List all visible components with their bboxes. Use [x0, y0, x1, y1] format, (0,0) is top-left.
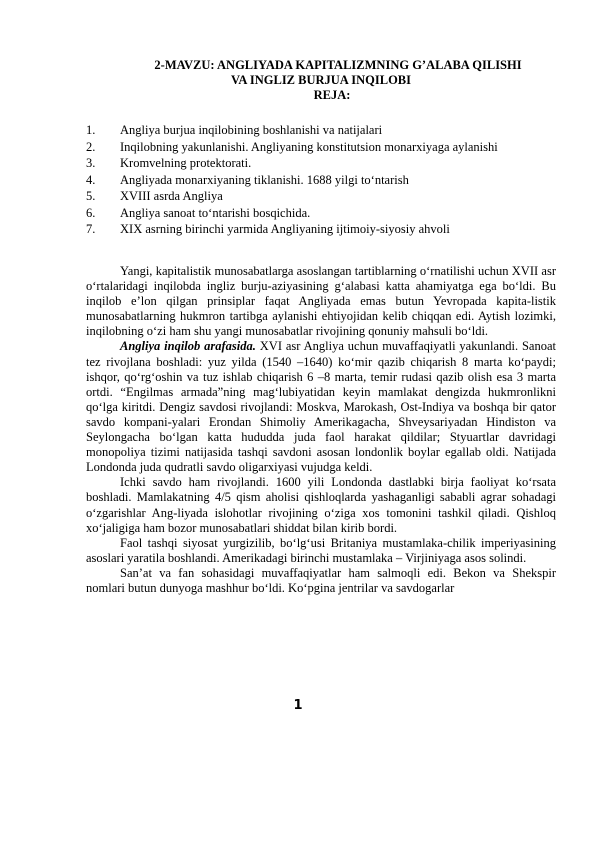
plan-item-number: 5.: [86, 189, 96, 203]
plan-item: [86, 172, 566, 189]
plan-item: [86, 155, 566, 172]
paragraph-text: XVI asr Angliya uchun muvaffaqiyatli yakunlandi. Sanoat tez rivojlana boshladi: yuz yilda (1540 –1640) ko‘mir qazib chiqarish 8 marta ko‘paydi; ishqor, qo‘rg‘oshin va tuz ishlab chiqarish 6 –8 marta, temir rudasi qazib olish esa 3 marta ortdi. “Engilmas armada”ning mag‘lubiyatidan keyin mamlakat dengizda hukmronlikni qo‘lga kiritdi. Dengiz savdosi rivojlandi: Moskva, Marokash, Ost-Indiya va boshqa bir qator savdo kompani-yalari Erondan Shimoliy Amerikagacha, Shveysariyadan Hindiston va Seylongacha bo‘lgan katta hududda juda faol harakat qildilar; Styuartlar davridagi monopoliya tizimi natijasida tashqi savdoni asosan londonlik boylar egallab oldi. Natijada Londonda juda qudratli savdo oligarxiyasi vujudga keldi.: [86, 339, 556, 475]
plan-item-text: Angliya burjua inqilobining boshlanishi va natijalari: [120, 123, 383, 137]
paragraph-lead-heading: Angliya inqilob arafasida.: [120, 339, 256, 354]
page-number: 1: [293, 698, 303, 713]
document-body: [86, 264, 556, 596]
plan-item: [86, 122, 566, 139]
plan-item: [86, 188, 566, 205]
plan-item-number: 2.: [86, 139, 96, 154]
plan-item-text: Angliyada monarxiyaning tiklanishi. 1688 yilgi to‘ntarish: [120, 172, 409, 187]
paragraph-arts-science: San’at va fan sohasidagi muvaffaqiyatlar ham salmoqli edi. Bekon va Shekspir nomlari butun dunyoga mashhur bo‘ldi. Ko‘pgina jentrilar va savdogarlar: [86, 565, 556, 595]
paragraph-eve-of-revolution: [86, 339, 556, 475]
paragraph-internal-trade: Ichki savdo ham rivojlandi. 1600 yili Londonda dastlabki birja faoliyat ko‘rsata boshladi. Mamlakatning 4/5 qism aholisi qishloqlarda yashaganligi sababli agrar sohadagi o‘zgarishlar Ang-liyada islohotlar rivojining o‘ziga xos tomonini tashkil qiladi. Qishloq xo‘jaligiga ham bozor munosabatlari shiddat bilan kirib bordi.: [86, 475, 556, 535]
plan-item-number: 1.: [86, 123, 96, 137]
plan-item-number: 6.: [86, 205, 96, 220]
plan-item: [86, 139, 566, 156]
plan-list: [86, 122, 566, 238]
plan-item-number: 7.: [86, 222, 96, 236]
document-title: [86, 58, 556, 103]
paragraph-foreign-policy: Faol tashqi siyosat yurgizilib, bo‘lg‘usi Britaniya mustamlaka-chilik imperiyasining asoslari yaratila boshlandi. Amerikadagi birinchi mustamlaka – Virjiniyaga asos solindi.: [86, 535, 556, 565]
plan-item-text: Kromvelning protektorati.: [120, 156, 252, 170]
plan-item-text: Angliya sanoat to‘ntarishi bosqichida.: [120, 205, 311, 220]
plan-item: [86, 221, 566, 238]
plan-item: [86, 205, 566, 222]
title-line-1: 2-MAVZU: ANGLIYADA KAPITALIZMNING G’ALABA QILISHI: [154, 58, 522, 72]
paragraph-intro: Yangi, kapitalistik munosabatlarga asoslangan tartiblarning o‘rnatilishi uchun XVII asr o‘rtalaridagi inqilobda ingliz burju-aziyasining g‘alabasi katta ahamiyatga ega bo‘ldi. Bu inqilob e’lon qilgan prinsiplar faqat Angliyada emas butun Yevropada kapita-listik munosabatlarning hukmron tartibga aylanishi ehtiyojidan kelib chiqqan edi. Aytish lozimki, inqilobning o‘zi ham shu yangi munosabatlar rivojining qonuniy mahsuli bo‘ldi.: [86, 264, 556, 339]
plan-item-number: 4.: [86, 172, 96, 187]
title-line-2: VA INGLIZ BURJUA INQILOBI: [230, 73, 412, 87]
plan-item-text: XIX asrning birinchi yarmida Angliyaning ijtimoiy-siyosiy ahvoli: [120, 222, 450, 236]
plan-item-text: Inqilobning yakunlanishi. Angliyaning konstitutsion monarxiyaga aylanishi: [120, 139, 498, 154]
plan-item-number: 3.: [86, 156, 96, 170]
plan-item-text: XVIII asrda Angliya: [120, 189, 223, 203]
plan-heading: REJA:: [313, 88, 351, 102]
